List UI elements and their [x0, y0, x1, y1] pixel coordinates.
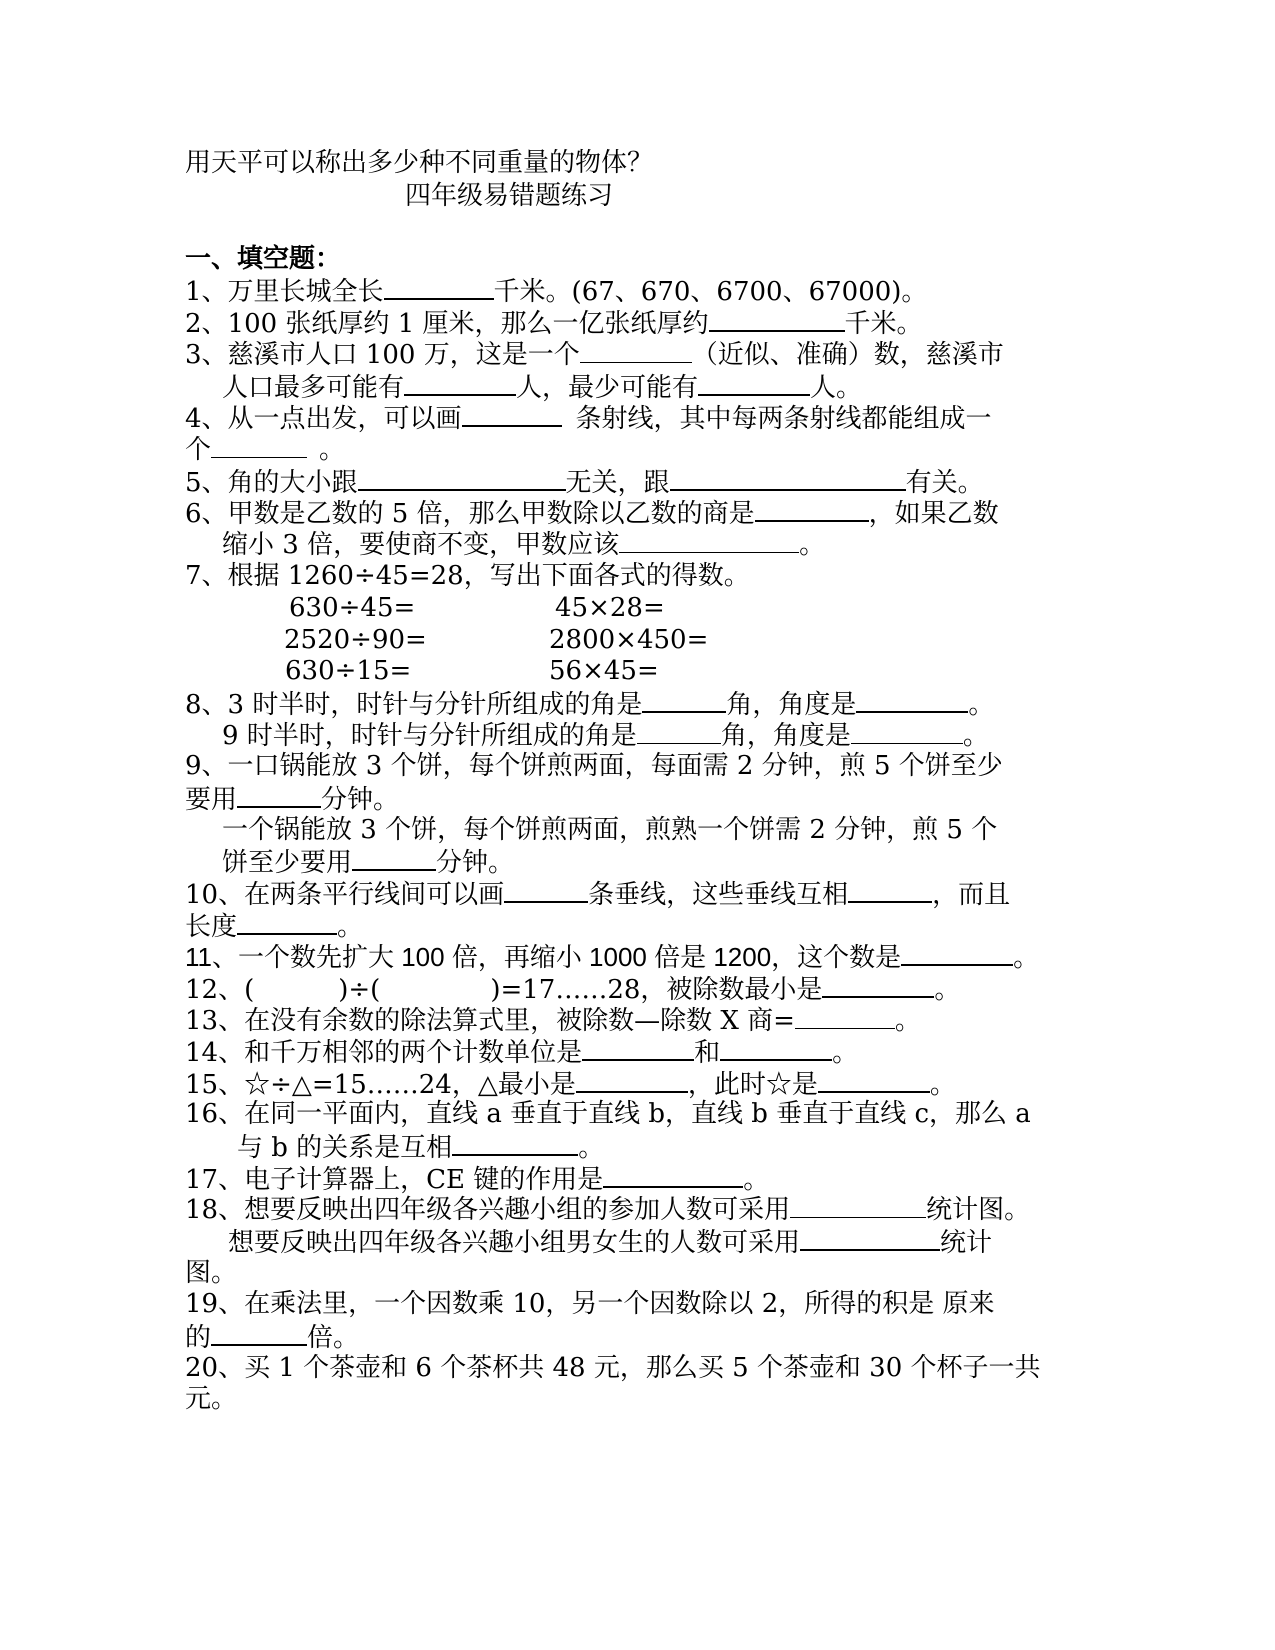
question-6-line-2: 缩小 3 倍，要使商不变，甲数应该 。 [222, 530, 826, 560]
question-16-line-1: 16、在同一平面内，直线 a 垂直于直线 b，直线 b 垂直于直线 c，那么 a [185, 1099, 1031, 1129]
answer-blank[interactable] [504, 877, 588, 903]
intro-question: 用天平可以称出多少种不同重量的物体？ [185, 148, 654, 178]
answer-blank[interactable] [851, 719, 963, 744]
question-14: 14、和千万相邻的两个计数单位是 和 。 [185, 1035, 858, 1067]
answer-blank[interactable] [237, 909, 337, 935]
answer-blank[interactable] [848, 877, 932, 903]
question-16-line-2: 与 b 的关系是互相 。 [237, 1130, 604, 1162]
question-1: 1、万里长城全长 千米。(67、670、6700、67000)。 [185, 274, 927, 306]
answer-blank[interactable] [856, 687, 968, 713]
answer-blank[interactable] [822, 972, 934, 998]
answer-blank[interactable] [790, 1193, 926, 1218]
answer-blank[interactable] [384, 274, 494, 300]
answer-blank[interactable] [211, 433, 307, 458]
question-9-line-2: 要用 分钟。 [185, 782, 399, 814]
page-title: 四年级易错题练习 [405, 181, 614, 211]
answer-blank[interactable] [452, 1130, 578, 1156]
answer-blank[interactable] [670, 465, 906, 491]
q7-expression: 45×28= [555, 593, 665, 623]
answer-blank[interactable] [603, 1162, 743, 1188]
answer-blank[interactable] [709, 306, 845, 332]
answer-blank[interactable] [818, 1067, 930, 1093]
answer-blank[interactable] [352, 845, 436, 871]
answer-blank[interactable] [720, 1035, 832, 1061]
answer-blank[interactable] [237, 782, 321, 808]
question-9-line-3: 一个锅能放 3 个饼，每个饼煎两面，煎熟一个饼需 2 分钟，煎 5 个 [222, 815, 998, 845]
section-heading: 一、填空题： [185, 244, 342, 274]
question-9-line-4: 饼至少要用 分钟。 [222, 845, 514, 877]
question-17: 17、电子计算器上，CE 键的作用是 。 [185, 1162, 769, 1194]
question-19-line-1: 19、在乘法里，一个因数乘 10，另一个因数除以 2，所得的积是 原来 [185, 1289, 995, 1319]
answer-blank[interactable] [642, 687, 726, 713]
answer-blank[interactable] [698, 370, 810, 396]
question-7-stem: 7、根据 1260÷45=28，写出下面各式的得数。 [185, 561, 750, 591]
q7-expression: 56×45= [549, 656, 659, 686]
answer-blank[interactable] [619, 528, 799, 553]
answer-blank[interactable] [901, 940, 1013, 966]
answer-blank[interactable] [576, 1067, 688, 1093]
question-6-line-1: 6、甲数是乙数的 5 倍，那么甲数除以乙数的商是 ，如果乙数 [185, 496, 999, 528]
question-8-line-2: 9 时半时，时针与分针所组成的角是 角，角度是 。 [222, 721, 989, 751]
answer-blank[interactable] [404, 370, 516, 396]
answer-blank[interactable] [795, 1004, 895, 1029]
question-18-line-3: 图。 [185, 1258, 238, 1288]
q7-expression: 630÷45= [289, 593, 416, 623]
question-20-line-1: 20、买 1 个茶壶和 6 个茶杯共 48 元，那么买 5 个茶壶和 30 个杯子一共 [185, 1353, 1041, 1383]
question-10-line-2: 长度 。 [185, 909, 363, 941]
question-4-line-2: 个 。 [185, 435, 346, 465]
q7-expression: 2800×450= [549, 625, 709, 655]
question-20-line-2: 元。 [185, 1384, 238, 1414]
question-18-line-2: 想要反映出四年级各兴趣小组男女生的人数可采用 统计 [228, 1225, 992, 1257]
question-19-line-2: 的 倍。 [185, 1320, 359, 1352]
answer-blank[interactable] [800, 1225, 940, 1251]
q7-expression: 630÷15= [285, 656, 412, 686]
question-13: 13、在没有余数的除法算式里，被除数—除数 X 商= 。 [185, 1006, 921, 1036]
answer-blank[interactable] [637, 719, 721, 744]
question-5: 5、角的大小跟 无关，跟 有关。 [185, 465, 984, 497]
question-8-line-1: 8、3 时半时，时针与分针所组成的角是 角，角度是 。 [185, 687, 994, 719]
question-3-line-1: 3、慈溪市人口 100 万，这是一个 （近似、准确）数，慈溪市 [185, 340, 1004, 370]
answer-blank[interactable] [211, 1320, 307, 1346]
q7-expression: 2520÷90= [284, 625, 427, 655]
question-10-line-1: 10、在两条平行线间可以画 条垂线，这些垂线互相 ，而且 [185, 877, 1010, 909]
answer-blank[interactable] [580, 338, 692, 363]
answer-blank[interactable] [462, 401, 562, 427]
question-12: 12、( )÷( )=17……28，被除数最小是 。 [185, 972, 960, 1004]
question-3-line-2: 人口最多可能有 人，最少可能有 人。 [222, 370, 862, 402]
question-18-line-1: 18、想要反映出四年级各兴趣小组的参加人数可采用 统计图。 [185, 1195, 1031, 1225]
answer-blank[interactable] [358, 465, 566, 491]
question-11: 11、一个数先扩大 100 倍，再缩小 1000 倍是 1200，这个数是 。 [185, 942, 1040, 973]
question-2: 2、100 张纸厚约 1 厘米，那么一亿张纸厚约 千米。 [185, 306, 923, 338]
answer-blank[interactable] [755, 496, 869, 522]
question-4-line-1: 4、从一点出发，可以画 条射线，其中每两条射线都能组成一 [185, 401, 992, 433]
question-9-line-1: 9、一口锅能放 3 个饼，每个饼煎两面，每面需 2 分钟，煎 5 个饼至少 [185, 751, 1003, 781]
answer-blank[interactable] [582, 1035, 694, 1061]
question-15: 15、☆÷△=15……24，△最小是 ，此时☆是 。 [185, 1067, 956, 1099]
